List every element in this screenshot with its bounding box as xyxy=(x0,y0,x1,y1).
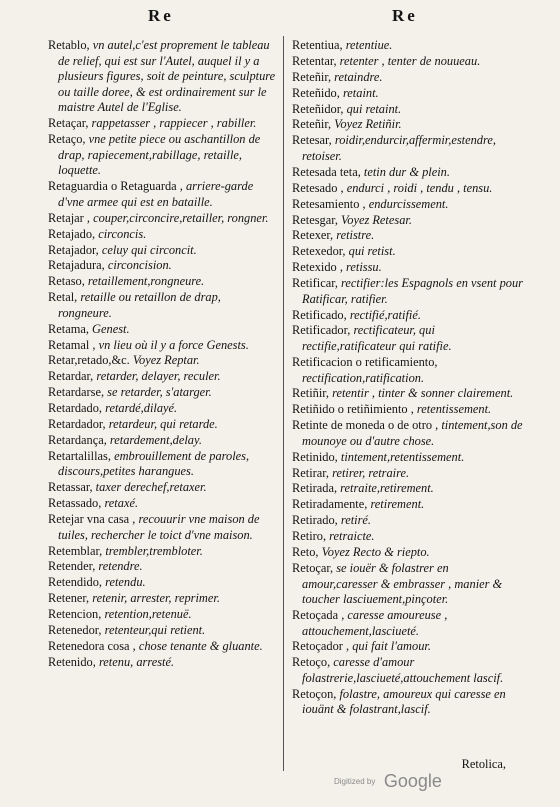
entry-headword: Retardado, xyxy=(48,401,103,416)
digitized-by-text: Digitized by xyxy=(334,777,376,786)
dictionary-entry xyxy=(48,575,276,591)
entry-definition: caresse d'amour folastrerie,lasciueté,attouchement lascif. xyxy=(302,655,504,685)
entry-definition: retaillement,rongneure. xyxy=(84,274,205,289)
dictionary-entry xyxy=(292,181,524,197)
entry-headword: Retesamiento , xyxy=(292,196,366,211)
entry-definition: endurcissement. xyxy=(365,196,449,211)
dictionary-entry xyxy=(48,227,276,243)
entry-headword: Retirada, xyxy=(292,481,338,496)
dictionary-entry xyxy=(48,449,276,480)
dictionary-entry xyxy=(292,165,524,181)
entry-definition: retenteur,qui retient. xyxy=(101,622,206,637)
dictionary-entry xyxy=(292,639,524,655)
entry-headword: Retardança, xyxy=(48,432,107,447)
dictionary-entry xyxy=(292,54,524,70)
dictionary-entry xyxy=(48,211,276,227)
entry-headword: Retesado , xyxy=(292,180,344,195)
entry-definition: recouurir vne maison de tuiles, rechercher le toict d'vne maison. xyxy=(58,512,260,542)
entry-definition: retenir, arrester, reprimer. xyxy=(89,591,220,606)
entry-definition: retirer, retraire. xyxy=(329,465,410,480)
entry-headword: Retama, xyxy=(48,321,89,336)
entry-definition: retirement. xyxy=(367,497,425,512)
entry-definition: folastre, amoureux qui caresse en iouänt & folastrant,lascif. xyxy=(302,686,506,717)
entry-definition: qui fait l'amour. xyxy=(349,639,431,654)
dictionary-entry xyxy=(48,639,276,655)
entry-headword: Retiro, xyxy=(292,529,327,544)
entry-headword: Reteñir, xyxy=(292,117,332,132)
dictionary-entry xyxy=(292,276,524,307)
dictionary-entry xyxy=(292,561,524,608)
dictionary-entry xyxy=(48,132,276,179)
entry-headword: Retoçada , xyxy=(292,607,345,622)
dictionary-entry xyxy=(292,260,524,276)
dictionary-entry xyxy=(48,607,276,623)
entry-definition: Voyez Retesar. xyxy=(337,212,412,227)
entry-headword: Retenido, xyxy=(48,654,96,669)
dictionary-entry xyxy=(48,353,276,369)
dictionary-entry xyxy=(292,655,524,686)
dictionary-entry xyxy=(48,591,276,607)
entry-definition: rectification,ratification. xyxy=(302,370,425,385)
dictionary-entry xyxy=(292,308,524,324)
entry-headword: Retificador, xyxy=(292,323,351,338)
entry-definition: retention,retenuë. xyxy=(101,607,192,622)
entry-headword: Retaçar, xyxy=(48,116,89,131)
entry-definition: roidir,endurcir,affermir,estendre, retoiser. xyxy=(302,133,496,163)
entry-definition: circoncis. xyxy=(95,226,147,241)
dictionary-entry xyxy=(292,481,524,497)
entry-headword: Retemblar, xyxy=(48,543,103,558)
entry-headword: Retexido , xyxy=(292,260,343,275)
entry-definition: retenter , tenter de nouueau. xyxy=(336,53,481,68)
entry-headword: Retoçador , xyxy=(292,639,350,654)
dictionary-entry xyxy=(292,213,524,229)
entry-headword: Retender, xyxy=(48,559,96,574)
dictionary-entry xyxy=(48,544,276,560)
entry-definition: Voyez Recto & riepto. xyxy=(318,545,430,560)
entry-headword: Retiñido o retiñimiento , xyxy=(292,402,414,417)
entry-headword: Retificacion o retificamiento, xyxy=(292,354,438,369)
entry-definition: caresse amoureuse , attouchement,lasciueté. xyxy=(302,607,448,638)
dictionary-entry xyxy=(292,418,524,449)
entry-headword: Retejar vna casa , xyxy=(48,512,136,527)
dictionary-entry xyxy=(48,512,276,543)
google-logo: Google xyxy=(383,771,442,791)
entry-definition: retenu, arresté. xyxy=(95,654,175,669)
page-header xyxy=(0,6,560,28)
dictionary-entry xyxy=(292,197,524,213)
entry-headword: Retexedor, xyxy=(292,244,346,259)
entry-definition: se iouër & folastrer en amour,caresser & embrasser , manier & toucher lasciuement,pinçoter. xyxy=(302,560,503,607)
dictionary-entry xyxy=(48,243,276,259)
entry-headword: Retencion, xyxy=(48,607,102,622)
entry-headword: Retenedor, xyxy=(48,622,102,637)
entry-headword: Retesada teta, xyxy=(292,164,361,179)
entry-headword: Reto, xyxy=(292,545,319,560)
entry-headword: Retamal , xyxy=(48,337,96,352)
dictionary-entry xyxy=(48,480,276,496)
dictionary-entry xyxy=(48,38,276,116)
entry-definition: circoncision. xyxy=(104,258,172,273)
entry-headword: Retirar, xyxy=(292,465,330,480)
entry-headword: Retiñir, xyxy=(292,386,330,401)
entry-definition: retarder, delayer, reculer. xyxy=(93,369,221,384)
entry-headword: Retenedora cosa , xyxy=(48,638,136,653)
entry-headword: Retentiua, xyxy=(292,38,343,52)
entry-definition: arriere-garde d'vne armee qui est en bataille. xyxy=(58,179,254,209)
entry-headword: Retajar , xyxy=(48,210,90,225)
dictionary-entry xyxy=(292,608,524,639)
entry-definition: vn lieu où il y a force Genests. xyxy=(95,337,249,352)
dictionary-entry xyxy=(48,369,276,385)
entry-headword: Retener, xyxy=(48,591,90,606)
dictionary-entry xyxy=(48,401,276,417)
entry-definition: trembler,trembloter. xyxy=(102,543,203,558)
entry-headword: Retal, xyxy=(48,290,78,305)
entry-definition: retaindre. xyxy=(331,69,383,84)
entry-definition: rectifier:les Espagnols en vsent pour Ratificar, ratifier. xyxy=(302,276,523,306)
entry-definition: retraite,retirement. xyxy=(337,481,434,496)
dictionary-entry xyxy=(292,244,524,260)
entry-headword: Retardar, xyxy=(48,369,94,384)
running-head-right: Re xyxy=(392,6,418,25)
entry-definition: retistre. xyxy=(333,228,375,243)
entry-definition: tintement,son de mounoye ou d'autre chose. xyxy=(302,418,523,448)
running-head-left: Re xyxy=(148,6,174,25)
column-divider xyxy=(283,36,284,771)
entry-definition: retaint. xyxy=(339,85,379,100)
entry-definition: se retarder, s'atarger. xyxy=(104,385,212,400)
dictionary-entry xyxy=(292,323,524,354)
dictionary-entry xyxy=(292,529,524,545)
entry-headword: Retartalillas, xyxy=(48,448,111,463)
entry-headword: Retentar, xyxy=(292,53,337,68)
dictionary-entry xyxy=(48,496,276,512)
entry-definition: vn autel,c'est proprement le tableau de relief, qui est sur l'Autel, auquel il y a plusieurs figures, soit de peinture, sculpture ou taille doree, & est ordinairement sur le maistre Autel de l'Eglise. xyxy=(58,38,276,115)
dictionary-entry xyxy=(48,559,276,575)
entry-definition: retendu. xyxy=(102,575,146,590)
entry-headword: Retoçar, xyxy=(292,560,334,575)
entry-definition: retardeur, qui retarde. xyxy=(105,417,218,431)
dictionary-entry xyxy=(48,179,276,210)
entry-headword: Retirado, xyxy=(292,513,338,528)
entry-definition: retiré. xyxy=(337,513,372,528)
catchword: Retolica, xyxy=(461,757,506,771)
entry-definition: retentir , tinter & sonner clairement. xyxy=(329,386,514,401)
entry-definition: qui retist. xyxy=(345,244,396,259)
entry-headword: Retassar, xyxy=(48,480,93,495)
entry-headword: Retajado, xyxy=(48,226,96,241)
entry-headword: Retinte de moneda o de otro , xyxy=(292,418,439,433)
dictionary-entry xyxy=(48,655,276,671)
entry-definition: embrouillement de paroles, discours,petites harangues. xyxy=(58,448,250,479)
entry-definition: Genest. xyxy=(88,321,130,336)
dictionary-entry xyxy=(48,385,276,401)
dictionary-entry xyxy=(292,386,524,402)
entry-definition: retissu. xyxy=(342,260,382,275)
dictionary-entry xyxy=(292,102,524,118)
entry-headword: Retexer, xyxy=(292,228,334,243)
entry-headword: Retajadura, xyxy=(48,258,105,273)
entry-definition: vne petite piece ou aschantillon de drap, rapiecement,rabillage, retaille, loquette. xyxy=(58,132,261,178)
dictionary-entry xyxy=(292,466,524,482)
entry-definition: tintement,retentissement. xyxy=(337,449,465,464)
entry-headword: Retesar, xyxy=(292,133,332,148)
dictionary-entry xyxy=(292,117,524,133)
entry-definition: retentiue. xyxy=(342,38,393,52)
dictionary-entry xyxy=(48,417,276,433)
entry-definition: chose tenante & gluante. xyxy=(135,638,263,653)
entry-definition: retaille ou retaillon de drap, rongneure. xyxy=(58,290,221,320)
entry-definition: rectificateur, qui rectifie,ratificateur qui ratifie. xyxy=(302,323,452,354)
entry-headword: Retardarse, xyxy=(48,385,105,400)
entry-headword: Retablo, xyxy=(48,38,90,52)
entry-headword: Retinido, xyxy=(292,449,338,464)
entry-definition: qui retaint. xyxy=(343,101,402,116)
entry-headword: Retardador, xyxy=(48,417,106,431)
dictionary-entry xyxy=(292,513,524,529)
dictionary-entry xyxy=(292,545,524,561)
left-column xyxy=(48,38,276,671)
entry-headword: Retoçon, xyxy=(292,686,337,701)
entry-definition: retentissement. xyxy=(413,402,492,417)
entry-definition: tetin dur & plein. xyxy=(360,164,450,179)
right-column xyxy=(292,38,524,718)
entry-definition: endurci , roidi , tendu , tensu. xyxy=(343,180,493,195)
entry-headword: Retassado, xyxy=(48,496,102,511)
entry-definition: couper,circoncire,retailler, rongner. xyxy=(89,210,269,225)
entry-headword: Retaso, xyxy=(48,274,85,289)
entry-headword: Retendido, xyxy=(48,575,103,590)
entry-headword: Retificado, xyxy=(292,307,347,322)
dictionary-entry xyxy=(48,322,276,338)
entry-definition: retardement,delay. xyxy=(106,432,202,447)
dictionary-entry xyxy=(48,290,276,321)
entry-definition: Voyez Reptar. xyxy=(129,353,200,368)
dictionary-entry xyxy=(292,38,524,54)
entry-definition: taxer derechef,retaxer. xyxy=(92,480,207,495)
dictionary-entry xyxy=(292,402,524,418)
dictionary-entry xyxy=(48,116,276,132)
entry-headword: Retajador, xyxy=(48,242,99,257)
dictionary-entry xyxy=(48,258,276,274)
entry-headword: Retesgar, xyxy=(292,212,338,227)
entry-definition: rappetasser , rappiecer , rabiller. xyxy=(88,116,257,131)
entry-definition: retardé,dilayé. xyxy=(102,401,178,416)
dictionary-entry xyxy=(292,86,524,102)
dictionary-entry xyxy=(292,228,524,244)
dictionary-entry xyxy=(48,433,276,449)
dictionary-entry xyxy=(48,338,276,354)
entry-headword: Reteñir, xyxy=(292,69,332,84)
dictionary-entry xyxy=(292,133,524,164)
entry-headword: Retaguardia o Retaguarda , xyxy=(48,179,183,194)
entry-definition: celuy qui circoncit. xyxy=(98,242,197,257)
entry-headword: Reteñido, xyxy=(292,85,340,100)
entry-headword: Retar,retado,&c. xyxy=(48,353,130,368)
entry-headword: Retificar, xyxy=(292,276,338,291)
entry-headword: Reteñidor, xyxy=(292,101,344,116)
dictionary-entry xyxy=(292,687,524,718)
entry-headword: Retoço, xyxy=(292,655,331,670)
digitized-watermark xyxy=(334,771,442,792)
dictionary-entry xyxy=(292,355,524,386)
entry-headword: Retaço, xyxy=(48,132,86,147)
entry-definition: rectifié,ratifié. xyxy=(346,307,421,322)
entry-headword: Retiradamente, xyxy=(292,497,368,512)
entry-definition: Voyez Retiñir. xyxy=(331,117,402,132)
dictionary-entry xyxy=(292,450,524,466)
dictionary-entry xyxy=(48,274,276,290)
entry-definition: retraicte. xyxy=(326,529,375,544)
entry-definition: retaxé. xyxy=(101,496,139,511)
dictionary-entry xyxy=(48,623,276,639)
dictionary-entry xyxy=(292,70,524,86)
entry-definition: retendre. xyxy=(95,559,143,574)
dictionary-entry xyxy=(292,497,524,513)
